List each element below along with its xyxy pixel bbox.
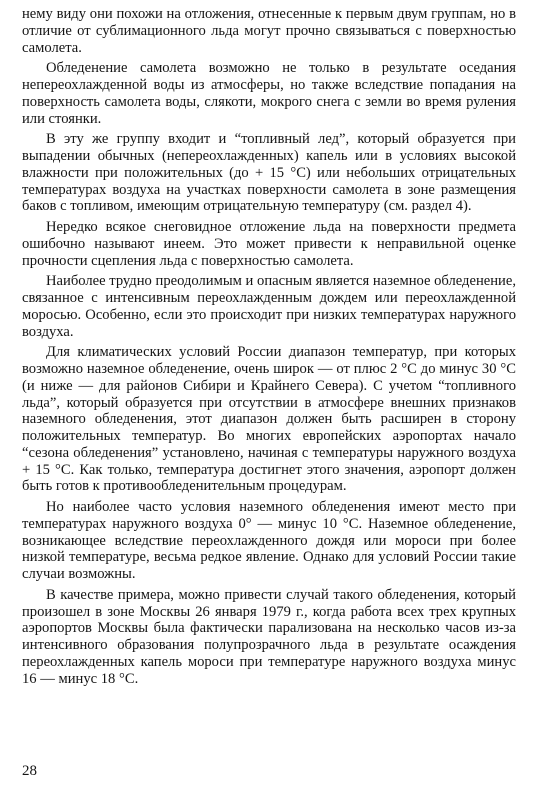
paragraph-8: В качестве примера, можно привести случай такого обледенения, который произошел в зоне Москвы 26 января 1979 г., когда работа всех трех крупных аэропортов Москвы была фактически парализована на несколько часов из-за интенсивного образования полупрозрачного льда в результате осаждения переохлажденных капель мороси при температуре наружного воздуха минус 16 — минус 18 °С. <box>22 586 516 687</box>
paragraph-6: Для климатических условий России диапазон температур, при которых возможно наземное обледенение, очень широк — от плюс 2 °С до минус 30 °С (и ниже — для районов Сибири и Крайнего Севера). С учетом “топливного льда”, который образуется при отсутствии в атмосфере внешних признаков наземного обледенения, этот диапазон должен быть расширен в сторону положительных температур. Во многих европейских аэропортах начало “сезона обледенения” установлено, начиная с температуры наружного воздуха + 15 °С. Как только, температура достигнет этого значения, аэропорт должен быть готов к противообледенительным процедурам. <box>22 344 516 495</box>
page-body <box>22 6 516 691</box>
paragraph-4: Нередко всякое снеговидное отложение льда на поверхности предмета ошибочно называют инеем. Это может привести к неправильной оценке прочности сцепления льда с поверхностью самолета. <box>22 219 516 269</box>
paragraph-7: Но наиболее часто условия наземного обледенения имеют место при температурах наружного воздуха 0° — минус 10 °С. Наземное обледенение, возникающее вследствие переохлажденного дождя или мороси при более низкой температуре, весьма редкое явление. Однако для условий России такие случаи возможны. <box>22 499 516 582</box>
paragraph-2: Обледенение самолета возможно не только в результате оседания непереохлажденной воды из атмосферы, но также вследствие попадания на поверхность самолета воды, слякоти, мокрого снега с земли во время руления или стоянки. <box>22 60 516 127</box>
paragraph-3: В эту же группу входит и “топливный лед”, который образуется при выпадении обычных (непереохлажденных) капель или в условиях высокой влажности при положительных (до + 15 °С) или небольших отрицательных температурах воздуха на участках поверхности самолета в зоне размещения баков с топливом, имеющим отрицательную температуру (см. раздел 4). <box>22 131 516 215</box>
page-number: 28 <box>22 763 37 779</box>
paragraph-1: нему виду они похожи на отложения, отнесенные к первым двум группам, но в отличие от сублимационного льда могут прочно связываться с поверхностью самолета. <box>22 6 516 56</box>
paragraph-5: Наиболее трудно преодолимым и опасным является наземное обледенение, связанное с интенсивным переохлажденным дождем или переохлажденной моросью. Особенно, если это происходит при низких температурах наружного воздуха. <box>22 273 516 340</box>
